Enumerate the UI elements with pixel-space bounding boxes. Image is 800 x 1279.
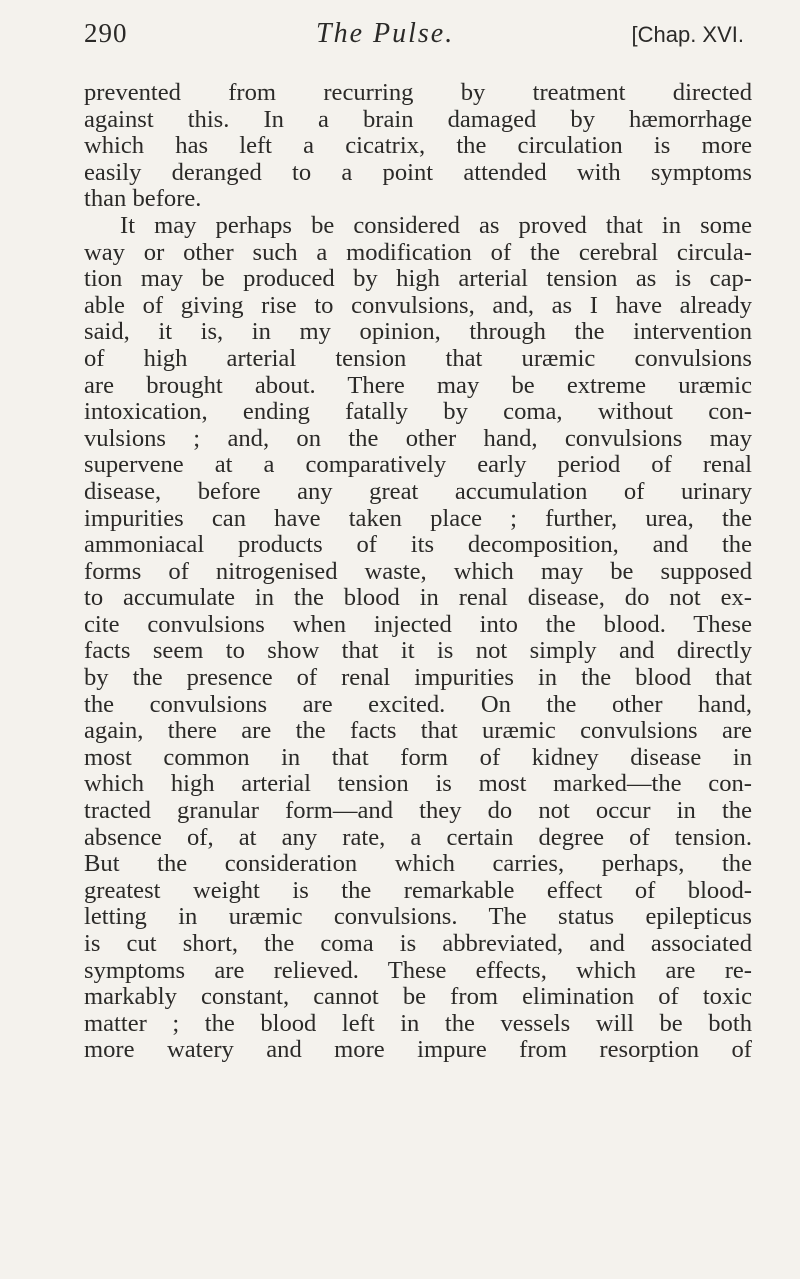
text-line: forms of nitrogenised waste, which may be supposed (84, 557, 752, 585)
text-line: of high arterial tension that uræmic convulsions (84, 344, 752, 372)
text-line: which high arterial tension is most marked—the con- (84, 770, 752, 798)
text-line: letting in uræmic convulsions. The status epilepticus (84, 903, 752, 931)
text-line: again, there are the facts that uræmic convulsions are (84, 717, 752, 745)
text-line: facts seem to show that it is not simply and directly (84, 637, 752, 665)
text-line: greatest weight is the remarkable effect of blood- (84, 876, 752, 904)
text-line: against this. In a brain damaged by hæmorrhage (84, 105, 752, 133)
running-head (84, 18, 744, 58)
paragraph (84, 80, 752, 213)
text-line: impurities can have taken place ; further, urea, the (84, 504, 752, 532)
text-line: easily deranged to a point attended with symptoms (84, 158, 752, 186)
text-line: tracted granular form—and they do not occur in the (84, 797, 752, 825)
text-line: But the consideration which carries, perhaps, the (84, 850, 752, 878)
text-line: able of giving rise to convulsions, and, as I have already (84, 291, 752, 319)
text-line: are brought about. There may be extreme uræmic (84, 371, 752, 399)
page-number: 290 (84, 18, 128, 48)
text-line: supervene at a comparatively early period of renal (84, 451, 752, 479)
text-line: tion may be produced by high arterial tension as is cap- (84, 265, 752, 293)
text-line: It may perhaps be considered as proved that in some (120, 211, 752, 239)
text-line: which has left a cicatrix, the circulation is more (84, 132, 752, 160)
text-line: the convulsions are excited. On the other hand, (84, 690, 752, 718)
text-line: markably constant, cannot be from elimination of toxic (84, 983, 752, 1011)
text-line: disease, before any great accumulation of urinary (84, 477, 752, 505)
text-line: way or other such a modification of the cerebral circula- (84, 238, 752, 266)
text-line: vulsions ; and, on the other hand, convulsions may (84, 424, 752, 452)
chapter-label: [Chap. XVI. (631, 22, 744, 47)
text-line: said, it is, in my opinion, through the intervention (84, 318, 752, 346)
text-line: absence of, at any rate, a certain degree of tension. (84, 823, 752, 851)
text-line: by the presence of renal impurities in the blood that (84, 664, 752, 692)
text-line: cite convulsions when injected into the blood. These (84, 610, 752, 638)
text-line: more watery and more impure from resorption of (84, 1036, 752, 1064)
text-line: prevented from recurring by treatment directed (84, 79, 752, 106)
text-line: intoxication, ending fatally by coma, without con- (84, 398, 752, 426)
text-line: symptoms are relieved. These effects, which are re- (84, 956, 752, 984)
text-line: matter ; the blood left in the vessels will be both (84, 1009, 752, 1037)
text-line: is cut short, the coma is abbreviated, and associated (84, 930, 752, 957)
paragraph (84, 213, 752, 1064)
running-title: The Pulse. (316, 18, 455, 49)
text-line: to accumulate in the blood in renal disease, do not ex- (84, 584, 752, 612)
text-line: most common in that form of kidney disease in (84, 743, 752, 771)
text-line: ammoniacal products of its decomposition, and the (84, 531, 752, 559)
text-line: than before. (84, 185, 202, 213)
body-text (84, 80, 752, 1064)
